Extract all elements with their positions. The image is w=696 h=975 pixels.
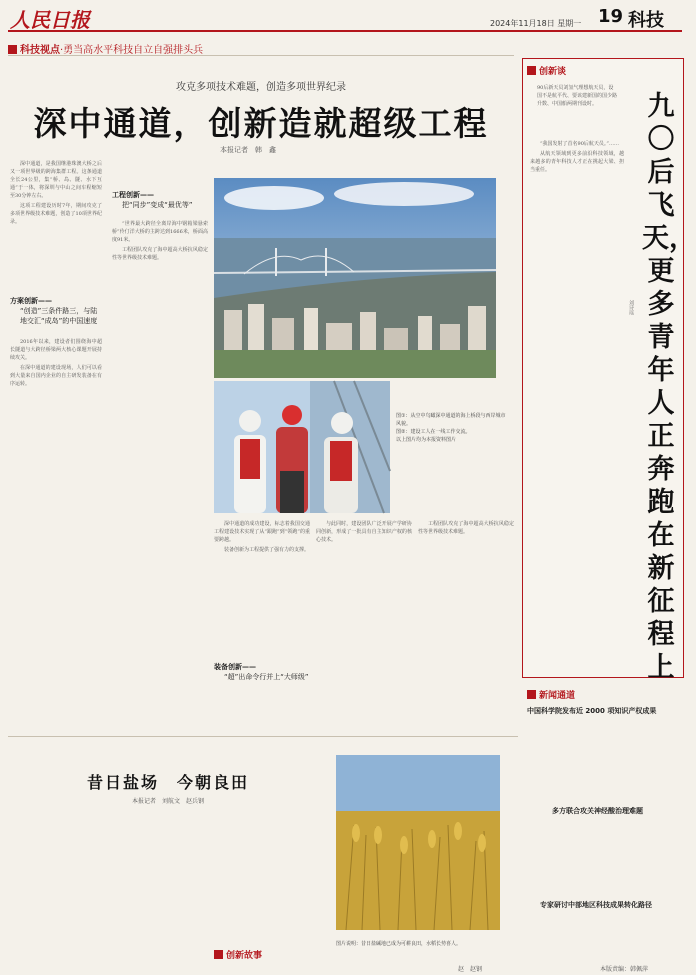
paragraph: 在深中通道的建设现场，人们可以看到大量来自国内企业的自主研发装备在有序运转。	[10, 365, 102, 387]
story-label: 创新故事	[214, 948, 262, 961]
newspaper-logo: 人民日报	[10, 8, 90, 32]
section-marker-icon	[214, 950, 223, 959]
paragraph: “我国发射了首名90后航天员。”……	[540, 141, 619, 147]
main-byline: 本报记者 韩 鑫	[220, 146, 276, 154]
section-marker-icon	[8, 45, 17, 54]
commentary-author: 刘诗瑶	[628, 300, 634, 315]
paragraph: 装备创新为工程提供了强有力的支撑。	[224, 547, 310, 553]
news-item-title: 多方联合攻关神经酸治理难题	[552, 807, 643, 815]
news-item-title: 中国科学院发布近 2000 项知识产权成果	[527, 707, 657, 715]
issue-date: 2024年11月18日 星期一	[490, 19, 582, 28]
article-column	[230, 814, 330, 964]
main-headline: 深中通道，创新造就超级工程	[33, 104, 489, 143]
page-editor: 本版责编：韩佩萍	[600, 966, 649, 973]
bridge-photo	[214, 178, 496, 378]
news-label: 新闻通道	[527, 688, 575, 701]
commentary-title: 九〇后飞天，更多青年人正奔跑在新征程上	[642, 91, 696, 683]
section-heading: 装备创新—— “超”出命令行并上“大师级”	[214, 663, 309, 681]
article-column	[316, 520, 412, 730]
divider	[8, 736, 518, 737]
paragraph: 深中通道的成功建设，标志着我国交通工程建设技术实现了从“跟跑”到“领跑”的重要跨越。	[214, 521, 310, 543]
article-column	[418, 520, 514, 730]
news-item-title: 专家研讨中部地区科技成果转化路径	[540, 901, 652, 909]
bottom-headline: 昔日盐场 今朝良田	[86, 773, 249, 792]
paragraph: 这项工程建设历时7年，期间攻克了多项世界级技术难题，创造了10项世界纪录。	[10, 203, 102, 225]
paragraph: 2016年以来，建设者们围绕海中超长隧道与大跨径桥梁两大核心课题开展持续攻关。	[10, 339, 102, 361]
section-name: 科技	[628, 10, 664, 31]
paragraph: 深中通道，是我国继港珠澳大桥之后又一项世界级的跨海集群工程。这条通道全长24公里，集“桥、岛、隧、水下互通”于一体，将深圳与中山之间车程缩短至30分钟左右。	[10, 161, 102, 199]
section-marker-icon	[527, 66, 536, 75]
article-column	[124, 814, 224, 944]
section-heading: 方案创新—— “创造”三条件路三，与陆地交汇“成岛”的中国速度	[10, 297, 98, 325]
topic-bar	[8, 38, 514, 56]
article-column	[10, 814, 118, 964]
section-heading: 工程创新—— 把“同步”变成“最优等”	[112, 191, 193, 209]
article-column	[214, 520, 310, 730]
article-column	[10, 338, 102, 730]
topic-subtitle: ·勇当高水平科技自立自强排头兵	[60, 45, 204, 56]
photo-caption: 图片说明：昔日盐碱地已成为可耕良田，水稻长势喜人。	[336, 941, 462, 947]
photo-caption: 图①：从空中鸟瞰深中通道的海上桥段与西岸城市风貌。 图②：建设工人在一线工作交流。 以上图片均为本报资料图片	[396, 413, 506, 443]
commentary-lead: 90后新天员刘氢气理想航天员，设国不是航平代、要该建新国的国少路升数、中国船两期刊设时。	[537, 85, 618, 107]
article-column	[112, 220, 208, 730]
paragraph: 工程团队攻克了海中超高大桥抗风稳定性等世界级技术难题。	[418, 521, 514, 535]
news-item-body	[527, 718, 683, 798]
rice-field-photo	[336, 755, 500, 930]
topic-label: 科技视点·勇当高水平科技自立自强排头兵	[8, 45, 203, 56]
bottom-byline: 本报记者 刘航文 赵兵钢	[131, 798, 204, 805]
paragraph: 从航天领域到更多前沿科技领域，越来越多的青年科技人才正在挑起大梁、担当重任。	[530, 151, 624, 173]
photo-credit: 赵 赵钢	[458, 966, 483, 973]
section-marker-icon	[527, 690, 536, 699]
commentary-label: 创新谈	[527, 64, 566, 77]
article-column	[10, 160, 102, 286]
news-item-body	[527, 818, 683, 890]
masthead	[8, 4, 682, 32]
workers-photo	[214, 381, 390, 513]
paragraph: “世界最大跨径全离岸海中钢箱梁悬索桥”伶仃洋大桥的主跨达到1666米，桥面高度91米。	[112, 221, 208, 243]
main-subheadline: 攻克多项技术难题，创造多项世界纪录	[176, 82, 346, 93]
page-number: 19	[598, 6, 624, 27]
paragraph: 与此同时，建设团队广泛开展产学研协同创新，形成了一批具有自主知识产权的核心技术。	[316, 521, 412, 543]
news-item-body	[527, 912, 683, 960]
paragraph: 工程团队攻克了海中超高大桥抗风稳定性等世界级技术难题。	[112, 247, 208, 261]
commentary-body	[530, 140, 624, 670]
